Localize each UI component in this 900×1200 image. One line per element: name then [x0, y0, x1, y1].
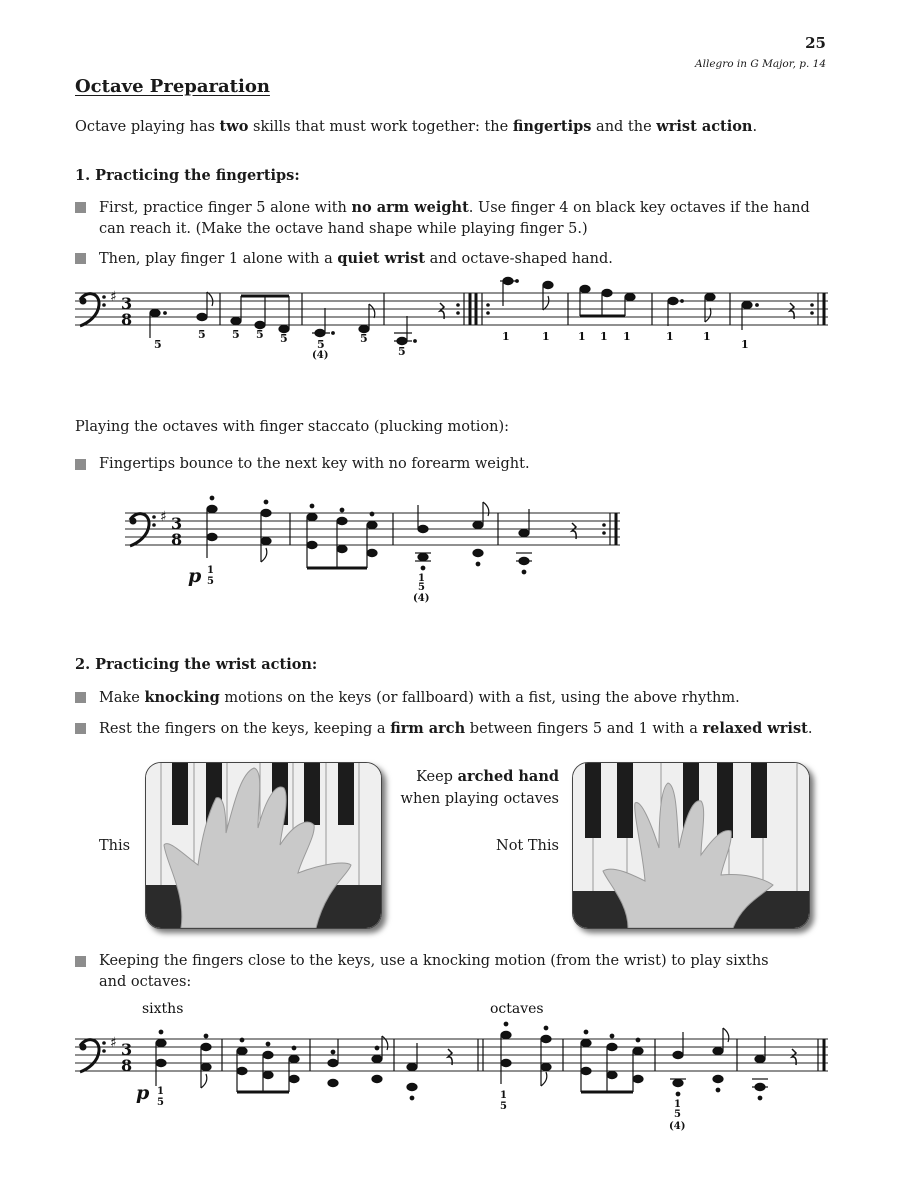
- bullet-square-icon: [75, 202, 86, 213]
- bass-clef-icon: [130, 514, 156, 546]
- page-number: 25: [805, 34, 826, 52]
- section2-bullet-3: Keeping the fingers close to the keys, use a knocking motion (from the wrist) to play sixths and octaves:: [75, 951, 835, 993]
- arched-hand-note: Keep arched hand when playing octaves: [400, 768, 559, 807]
- svg-text:8: 8: [171, 530, 183, 549]
- svg-text:5: 5: [256, 328, 264, 341]
- arched-hand-photo: [145, 762, 382, 929]
- svg-text:1: 1: [578, 330, 586, 343]
- svg-text:1: 1: [157, 1086, 164, 1097]
- section1-bullet-3: Fingertips bounce to the next key with no forearm weight.: [75, 454, 835, 475]
- bass-clef-icon: [80, 294, 106, 326]
- svg-text:(4): (4): [413, 593, 430, 604]
- time-signature-top: 3: [121, 294, 133, 313]
- svg-text:3: 3: [121, 1040, 133, 1059]
- section1-bullet-1: First, practice finger 5 alone with no arm weight. Use finger 4 on black key octaves if the hand can reach it. (Make the octave hand shape while playing finger 5.): [75, 197, 835, 240]
- svg-text:1: 1: [207, 565, 214, 576]
- svg-text:5: 5: [207, 576, 214, 587]
- bullet-square-icon: [75, 253, 86, 264]
- caption-not-this: Not This: [496, 838, 559, 854]
- bass-clef-icon: [80, 1040, 106, 1072]
- svg-text:5: 5: [198, 328, 206, 341]
- svg-text:5: 5: [157, 1097, 164, 1108]
- section2-bullet-1: Make knocking motions on the keys (or fallboard) with a fist, using the above rhythm.: [75, 687, 835, 709]
- piano-hand-icon: [573, 763, 809, 928]
- svg-text:1: 1: [623, 330, 631, 343]
- svg-text:(4): (4): [669, 1121, 686, 1132]
- svg-text:1: 1: [542, 330, 550, 343]
- bullet-square-icon: [75, 692, 86, 703]
- bullet-square-icon: [75, 459, 86, 470]
- label-sixths: sixths: [142, 1001, 184, 1017]
- music-staff-fingertips: [0, 270, 900, 370]
- svg-text:♯: ♯: [160, 509, 167, 525]
- svg-text:1: 1: [674, 1099, 681, 1110]
- section2-bullet-2: Rest the fingers on the keys, keeping a firm arch between fingers 5 and 1 with a relaxed wrist.: [75, 718, 835, 740]
- piano-hand-icon: [146, 763, 381, 928]
- svg-text:♯: ♯: [110, 289, 117, 305]
- bullet-square-icon: [75, 723, 86, 734]
- svg-text:5: 5: [317, 338, 325, 351]
- svg-text:1: 1: [500, 1090, 507, 1101]
- svg-text:♯: ♯: [110, 1035, 117, 1051]
- piece-reference: Allegro in G Major, p. 14: [695, 58, 826, 70]
- time-signature-bottom: 8: [121, 310, 133, 329]
- svg-text:1: 1: [703, 330, 711, 343]
- svg-text:5: 5: [500, 1101, 507, 1112]
- flat-hand-photo: [572, 762, 810, 929]
- svg-text:1: 1: [666, 330, 674, 343]
- svg-text:5: 5: [154, 338, 162, 351]
- svg-text:5: 5: [418, 582, 425, 593]
- svg-text:8: 8: [121, 1056, 133, 1075]
- svg-text:5: 5: [232, 328, 240, 341]
- svg-text:3: 3: [171, 514, 183, 533]
- svg-text:1: 1: [502, 330, 510, 343]
- svg-text:5: 5: [360, 332, 368, 345]
- label-octaves: octaves: [490, 1001, 544, 1017]
- svg-text:1: 1: [741, 338, 749, 351]
- section1-heading: 1. Practicing the fingertips:: [75, 167, 300, 184]
- music-staff-sixths-octaves: [0, 996, 900, 1136]
- caption-this: This: [99, 838, 131, 854]
- svg-text:5: 5: [398, 345, 406, 358]
- svg-text:1: 1: [418, 573, 425, 584]
- intro-paragraph: Octave playing has two skills that must work together: the fingertips and the wrist action.: [75, 118, 758, 135]
- svg-text:1: 1: [600, 330, 608, 343]
- music-staff-staccato: [0, 480, 900, 610]
- section2-heading: 2. Practicing the wrist action:: [75, 656, 318, 673]
- svg-text:(4): (4): [312, 350, 329, 361]
- dynamic-piano: p: [188, 565, 202, 587]
- svg-text:5: 5: [280, 332, 288, 345]
- dynamic-piano: p: [136, 1082, 150, 1104]
- svg-text:5: 5: [674, 1109, 681, 1120]
- section1-bullet-2: Then, play finger 1 alone with a quiet wrist and octave-shaped hand.: [75, 248, 835, 270]
- staccato-intro: Playing the octaves with finger staccato (plucking motion):: [75, 419, 510, 435]
- page-title: Octave Preparation: [75, 76, 270, 97]
- bullet-square-icon: [75, 956, 86, 967]
